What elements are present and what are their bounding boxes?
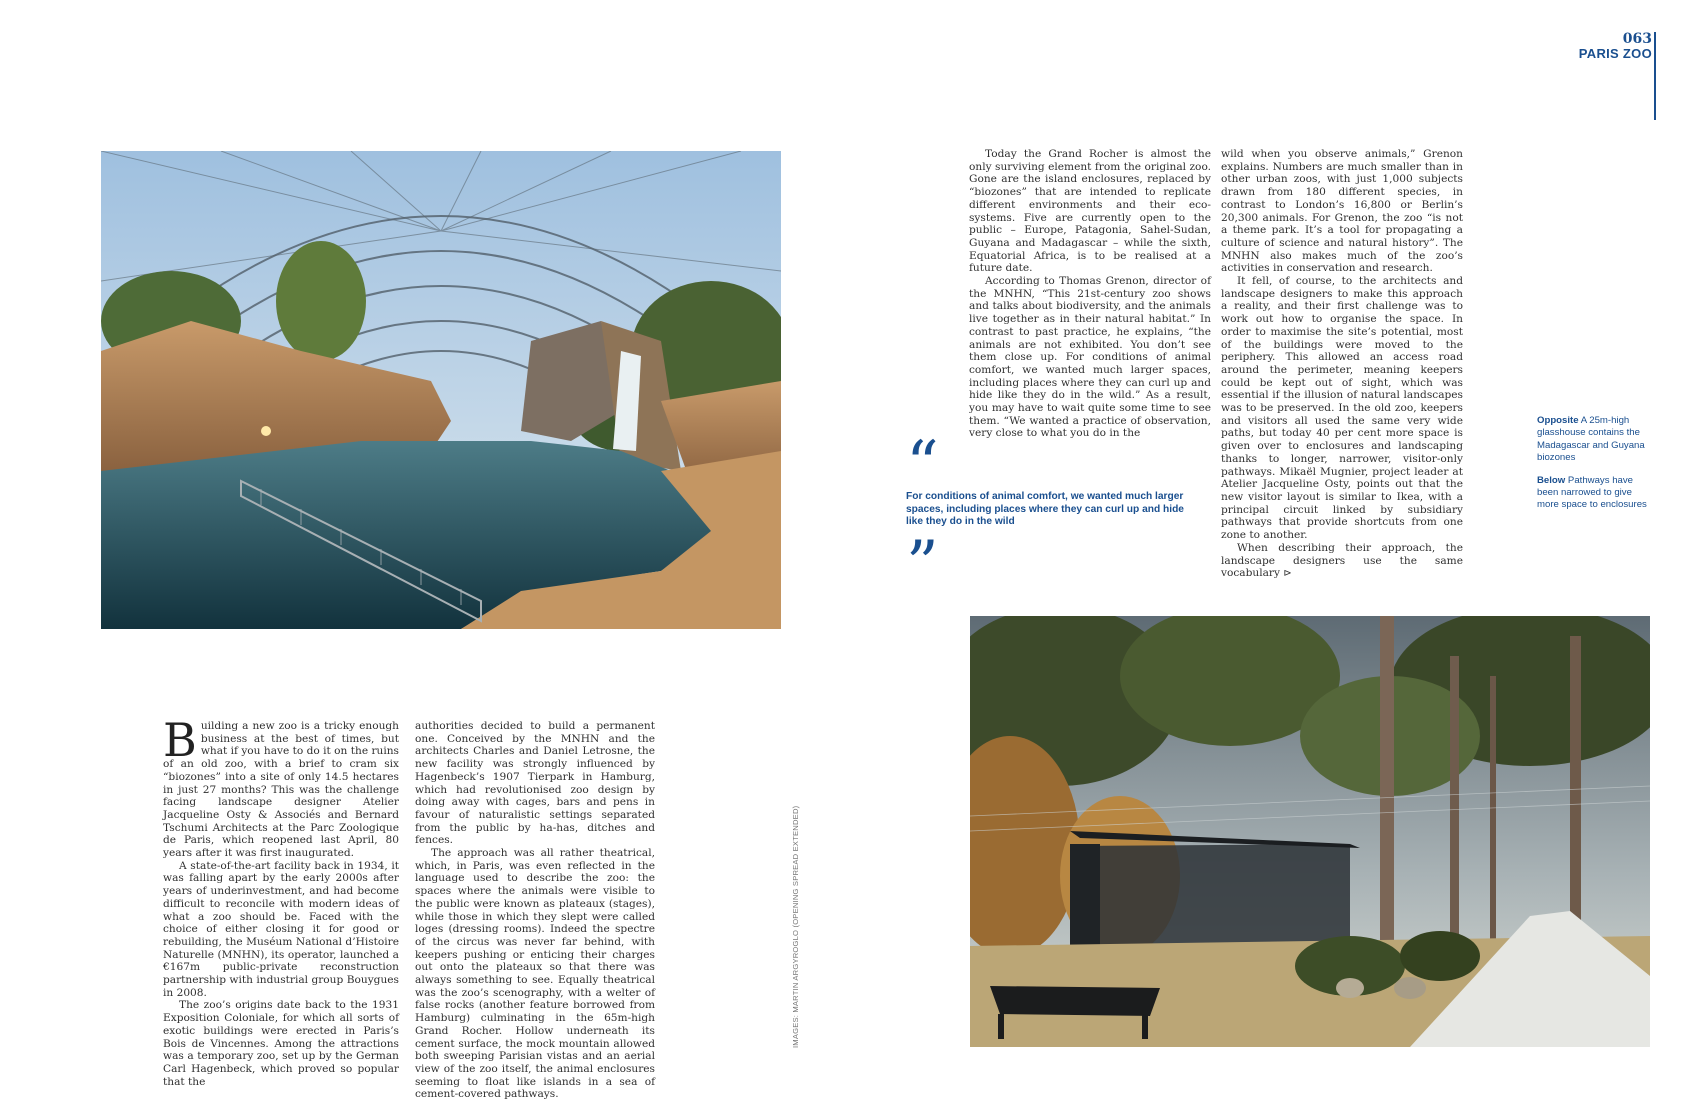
- paragraph: wild when you observe animals,” Grenon explains. Numbers are much smaller than in other urban zoos, with just 1,000 subjects drawn from 180 different species, in contrast to London’s 16,800 or Berlin’s 20,300 animals. For Grenon, the zoo “is not a theme park. It’s a tool for propagating a culture of science and natural history”. The MNHN also makes much of the zoo’s activities in conservation and research.: [1221, 148, 1463, 275]
- paragraph: [163, 713, 399, 860]
- paragraph-text: When describing their approach, the landscape designers use the same vocabulary: [1221, 541, 1463, 580]
- caption-below: [1537, 475, 1649, 512]
- drop-cap: B: [163, 713, 197, 767]
- pathway-photo: [970, 616, 1650, 1047]
- caption-label: Below: [1537, 474, 1566, 486]
- glasshouse-illustration: [101, 151, 781, 629]
- header-rule: [1654, 32, 1656, 120]
- pull-quote: [906, 428, 1196, 602]
- paragraph: authorities decided to build a permanent one. Conceived by the MNHN and the architects Charles and Daniel Letrosne, the new facility was strongly influenced by Hagenbeck’s 1907 Tierpark in Hamburg, which had revolutionised zoo design by doing away with cages, bars and pens in favour of naturalistic settings separated from the public by ha-has, ditches and fences.: [415, 720, 655, 847]
- paragraph: The zoo’s origins date back to the 1931 Exposition Coloniale, for which all sorts of exotic buildings were erected in Paris’s Bois de Vincennes. Among the attractions was a temporary zoo, set up by the German Carl Hagenbeck, which proved so popular that the: [163, 999, 399, 1088]
- pathway-illustration: [970, 616, 1650, 1047]
- photo-captions: [1537, 415, 1649, 522]
- section-title: PARIS ZOO: [1578, 46, 1652, 62]
- paragraph: A state-of-the-art facility back in 1934, it was falling apart by the early 2000s after years of underinvestment, and had become difficult to reconcile with modern ideas of what a zoo should be. Faced with the choice of either closing it for good or rebuilding, the Muséum National d’Histoire Naturelle (MNHN), its operator, launched a €167m public-private reconstruction partnership with industrial group Bouygues in 2008.: [163, 859, 399, 999]
- paragraph: The approach was all rather theatrical, which, in Paris, was even reflected in the language used to describe the zoo: the spaces where the animals were visible to the public were known as plateaux (stages), while those in which they slept were called loges (dressing rooms). Indeed the spectre of the circus was never far behind, with keepers pushing or enticing their charges out onto the plateaux so that there was always something to see. Equally theatrical was the zoo’s scenography, with a welter of false rocks (another feature borrowed from Hamburg) culminating in the 65m-high Grand Rocher. Hollow underneath its cement surface, the mock mountain allowed both sweeping Parisian vistas and an aerial view of the zoo itself, the animal enclosures seeming to float like islands in a sea of cement-covered pathways.: [415, 847, 655, 1101]
- glasshouse-photo: [101, 151, 781, 629]
- left-article-col-2: [415, 720, 655, 1101]
- paragraph: According to Thomas Grenon, director of the MNHN, “This 21st-century zoo shows and talks about biodiversity, and the animals live together as in their natural habitat.” In contrast to past practice, he explains, “the animals are not exhibited. You don’t see them close up. For conditions of animal comfort, we wanted much larger spaces, including places where they can curl up and hide like they do in the wild.” As a result, you may have to wait quite some time to see them. “We wanted a practice of observation, very close to what you do in the: [969, 275, 1211, 440]
- open-quote-icon: “: [906, 428, 939, 502]
- caption-text: A 25m-high glasshouse contains the Madagascar and Guyana biozones: [1537, 415, 1645, 464]
- continue-arrow-icon: ⊳: [1283, 568, 1292, 580]
- paragraph: [1221, 542, 1463, 581]
- paragraph: Today the Grand Rocher is almost the only surviving element from the original zoo. Gone are the island enclosures, replaced by “biozones” that are intended to replicate different environments and their eco-systems. Five are currently open to the public – Europe, Patagonia, Sahel-Sudan, Guyana and Madagascar – while the sixth, Equatorial Africa, is to be realised at a future date.: [969, 148, 1211, 275]
- caption-opposite: [1537, 415, 1649, 465]
- left-article-col-1: [163, 713, 399, 1088]
- caption-text: Pathways have been narrowed to give more space to enclosures: [1537, 474, 1647, 511]
- paragraph-text: uilding a new zoo is a tricky enough business at the best of times, but what if you have to do it on the ruins of an old zoo, with a brief to cram six “biozones” into a site of only 14.5 hectares in just 27 months? This was the challenge facing landscape designer Atelier Jacqueline Osty & Associés and Bernard Tschumi Architects at the Parc Zoologique de Paris, which reopened last April, 80 years after it was first inaugurated.: [163, 720, 399, 860]
- page-header: [1579, 32, 1652, 62]
- right-article-col-1: [969, 148, 1211, 440]
- pull-quote-text: For conditions of animal comfort, we wanted much larger spaces, including places where they can curl up and hide like they do in the wild: [906, 491, 1184, 528]
- image-credit: IMAGES: MARTIN ARGYROGLO (OPENING SPREAD EXTENDED): [791, 805, 800, 1048]
- right-article-col-2: [1221, 148, 1463, 581]
- paragraph: It fell, of course, to the architects and landscape designers to make this approach a reality, and their first challenge was to work out how to organise the space. In order to maximise the site’s potential, most of the buildings were moved to the periphery. This allowed an access road around the perimeter, meaning keepers could be kept out of sight, which was essential if the illusion of natural landscapes was to be preserved. In the old zoo, keepers and visitors all used the same very wide paths, but today 40 per cent more space is given over to enclosures and landscaping thanks to longer, narrower, visitor-only pathways. Mikaël Mugnier, project leader at Atelier Jacqueline Osty, points out that the new visitor layout is similar to Ikea, with a principal circuit linked by subsidiary pathways that provide shortcuts from one zone to another.: [1221, 275, 1463, 542]
- close-quote-icon: ”: [906, 527, 939, 602]
- caption-label: Opposite: [1537, 415, 1579, 426]
- page-number: 063: [1622, 31, 1652, 47]
